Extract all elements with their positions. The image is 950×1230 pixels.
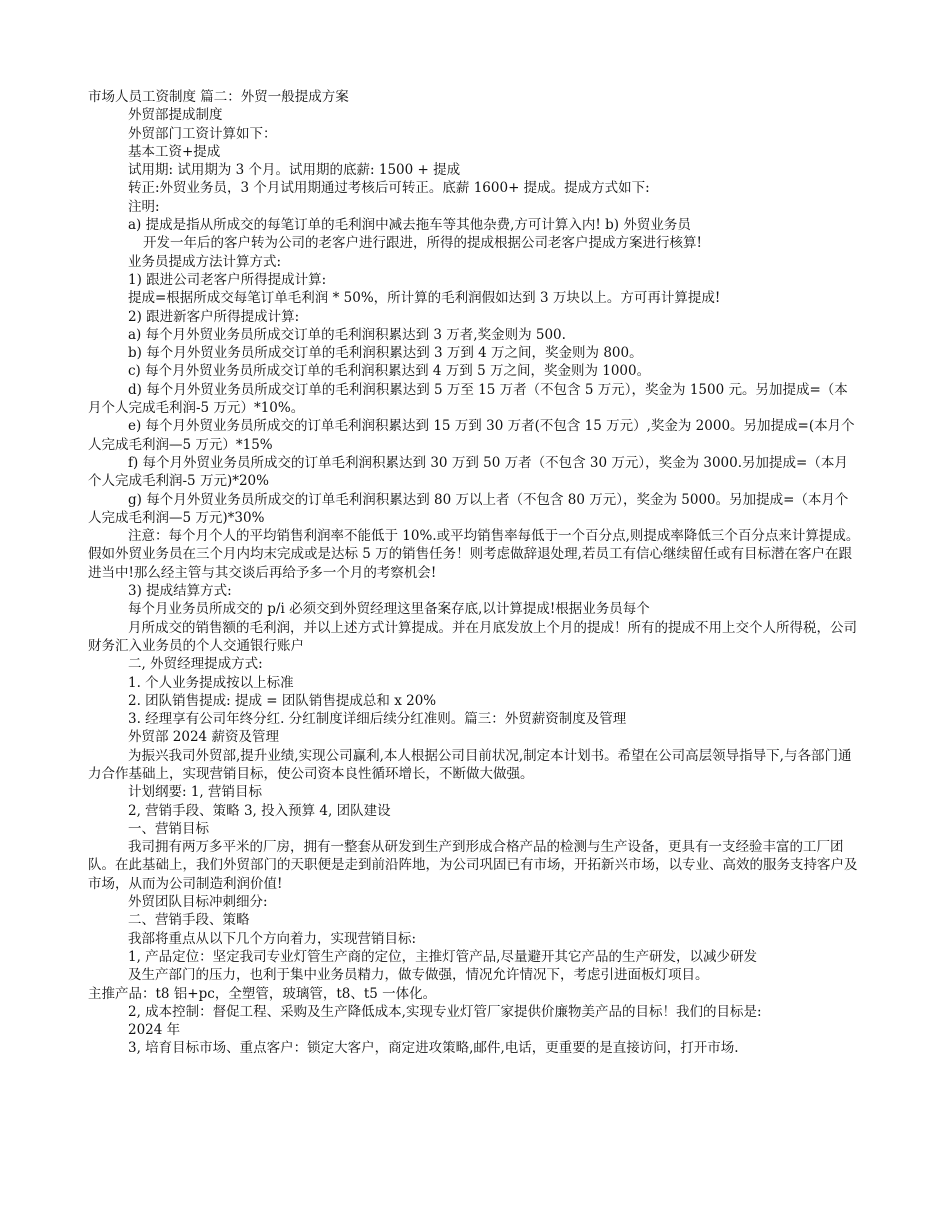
section-heading: 二, 外贸经理提成方式: (128, 656, 263, 673)
list-item: 3) 提成结算方式: (128, 583, 232, 600)
list-item: g) 每个月外贸业务员所成交的订单毛利润积累达到 80 万以上者（不包含 80 万元），奖金为 5000。另加提成=（本月个人完成毛利润—5 万元)*30% (88, 491, 849, 526)
paragraph: 外贸部门工资计算如下： (128, 125, 277, 142)
paragraph: 计划纲要: 1, 营销目标 (128, 784, 263, 801)
paragraph: 注明: (128, 198, 160, 215)
paragraph: 主推产品：t8 铝+pc，全塑管，玻璃管，t8、t5 一体化。 (88, 985, 437, 1002)
paragraph: 每个月业务员所成交的 p/i 必须交到外贸经理这里备案存底,以计算提成!根据业务员每个 (128, 601, 650, 618)
note-paragraph: 注意：每个月个人的平均销售利润率不能低于 10%.或平均销售率每低于一个百分点,则提成率降低三个百分点来计算提成。 假如外贸业务员在三个月内均末完成或是达标 5 万的销售任务！则考虑做辞退处理,若员工有信心继续留任或有目标潜在客户在跟进当中!那么经主管与其交谈后再给予多一个月的考察机会! (88, 528, 860, 581)
paragraph: 2, 营销手段、策略 3, 投入预算 4, 团队建设 (128, 802, 391, 819)
list-item: 1) 跟进公司老客户所得提成计算: (128, 271, 327, 288)
list-item: b) 每个月外贸业务员所成交订单的毛利润积累达到 3 万到 4 万之间，奖金则为 800。 (128, 345, 643, 362)
paragraph: 及生产部门的压力，也利于集中业务员精力，做专做强，情况允许情况下，考虑引进面板灯项目。 (128, 967, 709, 984)
list-item: 3, 培育目标市场、重点客户：锁定大客户，商定进攻策略,邮件,电话，更重要的是直接访问，打开市场. (128, 1040, 739, 1057)
list-item: 2) 跟进新客户所得提成计算: (128, 308, 300, 325)
list-item: a) 提成是指从所成交的每笔订单的毛利润中减去拖车等其他杂费,方可计算入内! b) 外贸业务员 (128, 217, 691, 234)
list-item-continuation: 开发一年后的客户转为公司的老客户进行跟进，所得的提成根据公司老客户提成方案进行核算! (143, 235, 702, 252)
paragraph: 2024 年 (128, 1022, 181, 1039)
paragraph: 我司拥有两万多平米的厂房，拥有一整套从研发到生产到形成合格产品的检测与生产设备，更具有一支经验丰富的工厂团队。在此基础上，我们外贸部门的天职便是走到前沿阵地，为公司巩固已有市场，开拓新兴市场，以专业、高效的服务支持客户及市场，从而为公司制造利润价值! (88, 839, 858, 892)
section-heading: 一、营销目标 (128, 820, 209, 837)
section-heading: 外贸团队目标冲刺细分: (128, 894, 268, 911)
section-heading: 外贸部提成制度 (128, 107, 223, 124)
list-item: 3. 经理享有公司年终分红. 分红制度详细后续分红准则。篇三：外贸薪资制度及管理 (128, 711, 627, 728)
paragraph: 试用期: 试用期为 3 个月。试用期的底薪: 1500 + 提成 (128, 162, 461, 179)
list-item: 2, 成本控制：督促工程、采购及生产降低成本,实现专业灯管厂家提供价廉物美产品的目标！我们的目标是: (128, 1003, 762, 1020)
list-item: a) 每个月外贸业务员所成交订单的毛利润积累达到 3 万者,奖金则为 500. (128, 326, 566, 343)
list-item: 2. 团队销售提成: 提成 = 团队销售提成总和 x 20% (128, 692, 437, 709)
list-item: 1, 产品定位：坚定我司专业灯管生产商的定位，主推灯管产品,尽量避开其它产品的生产研发，以减少研发 (128, 948, 757, 965)
list-item: d) 每个月外贸业务员所成交订单的毛利润积累达到 5 万至 15 万者（不包含 5 万元），奖金为 1500 元。另加提成=（本月个人完成毛利润-5 万元）*10%。 (88, 381, 848, 417)
paragraph: 月所成交的销售额的毛利润，并以上述方式计算提成。并在月底发放上个月的提成！所有的提成不用上交个人所得税，公司财务汇入业务员的个人交通银行账户 (88, 619, 857, 654)
paragraph: 转正:外贸业务员，3 个月试用期通过考核后可转正。底薪 1600+ 提成。提成方式如下: (128, 180, 650, 197)
list-item: c) 每个月外贸业务员所成交订单的毛利润积累达到 4 万到 5 万之间，奖金则为 1000。 (128, 363, 651, 380)
paragraph: 为振兴我司外贸部,提升业绩,实现公司赢利,本人根据公司目前状况,制定本计划书。希望在公司高层领导指导下,与各部门通力合作基础上，实现营销目标，使公司资本良性循环增长，不断做大做强。 (88, 747, 852, 782)
document-body (88, 88, 860, 1058)
paragraph: 我部将重点从以下几个方向着力，实现营销目标: (128, 930, 417, 947)
list-item: e) 每个月外贸业务员所成交的订单毛利润积累达到 15 万到 30 万者(不包含 15 万元）,奖金为 2000。另加提成=(本月个人完成毛利润—5 万元）*15% (88, 418, 855, 453)
list-item: f) 每个月外贸业务员所成交的订单毛利润积累达到 30 万到 50 万者（不包含 30 万元），奖金为 3000.另加提成=（本月个人完成毛利润-5 万元)*20% (88, 454, 848, 490)
section-heading: 外贸部 2024 薪资及管理 (128, 729, 279, 746)
paragraph: 提成=根据所成交每笔订单毛利润 * 50%，所计算的毛利润假如达到 3 万块以上。方可再计算提成! (128, 290, 721, 307)
list-item: 1. 个人业务提成按以上标准 (128, 674, 294, 691)
doc-title: 市场人员工资制度 篇二：外贸一般提成方案 (88, 89, 349, 105)
section-heading: 业务员提成方法计算方式: (128, 253, 282, 270)
section-heading: 二、营销手段、策略 (128, 912, 250, 929)
paragraph: 基本工资+提成 (128, 143, 221, 160)
